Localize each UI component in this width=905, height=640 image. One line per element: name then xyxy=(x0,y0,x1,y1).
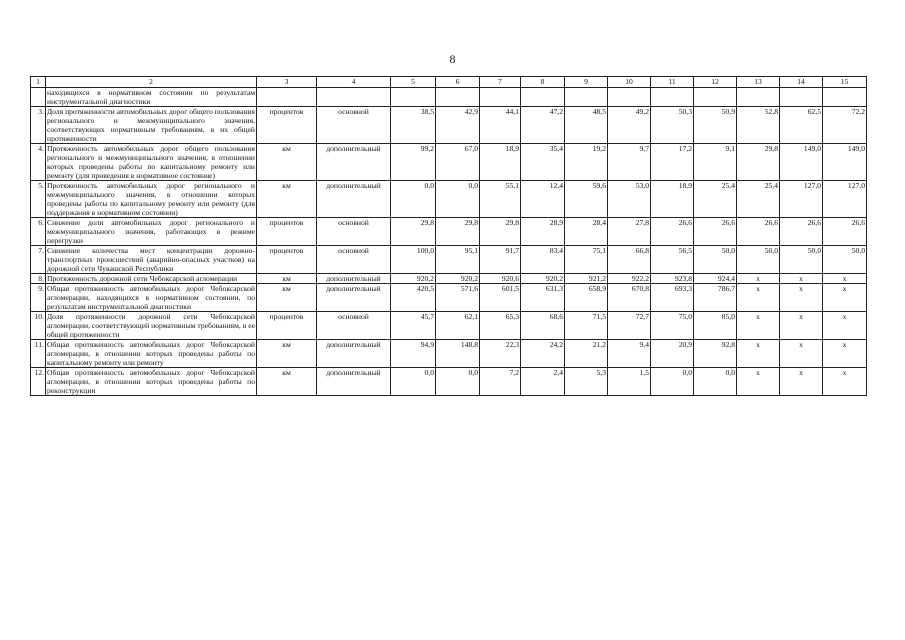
indicator-type: дополнительный xyxy=(317,340,391,368)
value-cell: 72,7 xyxy=(608,312,651,340)
value-cell: 127,0 xyxy=(780,181,823,218)
value-cell: 27,8 xyxy=(608,218,651,246)
column-header-12: 12 xyxy=(694,77,737,88)
value-cell: 35,4 xyxy=(521,144,565,181)
value-cell: 5,3 xyxy=(565,368,608,396)
row-number: 11. xyxy=(31,340,46,368)
value-cell: 670,8 xyxy=(608,284,651,312)
indicator-name: Протяженность автомобильных дорог общего пользования регионального и межмуниципального значения, в отношении которых проведены работы по капитальному ремонту или ремонту (для приведения в нормативное состояние) xyxy=(47,144,255,180)
value-cell: x xyxy=(780,340,823,368)
unit-cell: км xyxy=(257,144,317,181)
value-cell: 26,6 xyxy=(780,218,823,246)
indicator-name: Протяженность автомобильных дорог регионального и межмуниципального значения, в отношении которых проведены работы по капитальному ремонту или ремонту (для поддержания в нормативном состоянии) xyxy=(47,181,255,217)
table-row xyxy=(31,284,867,312)
value-cell: 21,2 xyxy=(565,340,608,368)
value-cell: 7,2 xyxy=(480,368,521,396)
column-header-9: 9 xyxy=(565,77,608,88)
value-cell: 25,4 xyxy=(737,181,780,218)
value-cell: 571,6 xyxy=(436,284,480,312)
row-number: 9. xyxy=(31,284,46,312)
value-cell: 420,5 xyxy=(391,284,436,312)
column-header-6: 6 xyxy=(436,77,480,88)
unit-cell: процентов xyxy=(257,107,317,144)
indicator-name: Общая протяженность автомобильных дорог Чебоксарской агломерации, находящихся в нормативном состоянии, по результатам инструментальной диагностики xyxy=(47,284,255,311)
value-cell: 26,6 xyxy=(737,218,780,246)
value-cell: 55,1 xyxy=(480,181,521,218)
row-number: 4. xyxy=(31,144,46,181)
value-cell: 85,0 xyxy=(694,312,737,340)
value-cell: 18,9 xyxy=(651,181,694,218)
page-number: 8 xyxy=(449,52,456,66)
value-cell: x xyxy=(780,312,823,340)
value-cell: 44,1 xyxy=(480,107,521,144)
value-cell: 28,9 xyxy=(521,218,565,246)
indicator-name: Общая протяженность автомобильных дорог Чебоксарской агломерации, в отношении которых проведены работы по капитальному ремонту или ремонту xyxy=(47,340,255,367)
value-cell: 48,5 xyxy=(565,107,608,144)
column-header-14: 14 xyxy=(780,77,823,88)
value-cell: 29,8 xyxy=(436,218,480,246)
value-cell: 66,8 xyxy=(608,246,651,274)
table-body xyxy=(31,77,867,396)
continuation-text: находящихся в нормативном состоянии по результатам инструментальной диагностики xyxy=(47,88,255,106)
value-cell: 56,5 xyxy=(651,246,694,274)
value-cell: 24,2 xyxy=(521,340,565,368)
value-cell: 94,9 xyxy=(391,340,436,368)
indicator-type: основной xyxy=(317,312,391,340)
value-cell: 75,1 xyxy=(565,246,608,274)
indicator-type: дополнительный xyxy=(317,284,391,312)
value-cell: 149,0 xyxy=(823,144,867,181)
value-cell: 99,2 xyxy=(391,144,436,181)
unit-cell: км xyxy=(257,274,317,284)
value-cell: 52,8 xyxy=(737,107,780,144)
table-row xyxy=(31,274,867,284)
indicator-type: дополнительный xyxy=(317,368,391,396)
value-cell: 29,8 xyxy=(391,218,436,246)
value-cell: 17,2 xyxy=(651,144,694,181)
row-number: 8. xyxy=(31,274,46,284)
value-cell: 83,4 xyxy=(521,246,565,274)
value-cell: 693,3 xyxy=(651,284,694,312)
value-cell: x xyxy=(737,340,780,368)
value-cell: 22,3 xyxy=(480,340,521,368)
value-cell: x xyxy=(823,274,867,284)
row-number: 5. xyxy=(31,181,46,218)
value-cell: 53,0 xyxy=(608,181,651,218)
value-cell: 67,0 xyxy=(436,144,480,181)
indicators-table xyxy=(30,76,867,396)
value-cell: 26,6 xyxy=(823,218,867,246)
column-header-11: 11 xyxy=(651,77,694,88)
value-cell: 0,0 xyxy=(391,181,436,218)
value-cell: x xyxy=(780,274,823,284)
value-cell: 75,0 xyxy=(651,312,694,340)
value-cell: 92,8 xyxy=(694,340,737,368)
value-cell: 68,6 xyxy=(521,312,565,340)
value-cell: 29,8 xyxy=(737,144,780,181)
value-cell: 631,3 xyxy=(521,284,565,312)
column-header-1: 1 xyxy=(31,77,46,88)
row-number: 6. xyxy=(31,218,46,246)
value-cell: 9,4 xyxy=(608,340,651,368)
indicator-name: Снижение доли автомобильных дорог регионального и межмуниципального значения, работающих в режиме перегрузки xyxy=(47,218,255,245)
value-cell: 148,8 xyxy=(436,340,480,368)
value-cell: 28,4 xyxy=(565,218,608,246)
value-cell: 786,7 xyxy=(694,284,737,312)
table-row xyxy=(31,218,867,246)
indicator-type: дополнительный xyxy=(317,144,391,181)
value-cell: 920,2 xyxy=(391,274,436,284)
value-cell: 0,0 xyxy=(651,368,694,396)
value-cell: x xyxy=(737,312,780,340)
value-cell: 601,5 xyxy=(480,284,521,312)
unit-cell: км xyxy=(257,284,317,312)
indicator-type: основной xyxy=(317,246,391,274)
row-number: 10. xyxy=(31,312,46,340)
value-cell: 1,5 xyxy=(608,368,651,396)
continuation-num-cell xyxy=(31,88,46,107)
value-cell: 50,0 xyxy=(694,246,737,274)
value-cell: 50,9 xyxy=(694,107,737,144)
column-header-5: 5 xyxy=(391,77,436,88)
indicator-name: Общая протяженность автомобильных дорог Чебоксарской агломерации, в отношении которых проведены работы по реконструкции xyxy=(47,368,255,395)
value-cell: 0,0 xyxy=(694,368,737,396)
continuation-row xyxy=(31,88,867,107)
value-cell: 100,0 xyxy=(391,246,436,274)
value-cell: 50,3 xyxy=(651,107,694,144)
value-cell: 924,4 xyxy=(694,274,737,284)
value-cell: 2,4 xyxy=(521,368,565,396)
value-cell: 920,2 xyxy=(436,274,480,284)
indicator-name: Протяженность дорожной сети Чебоксарской агломерации xyxy=(46,274,257,284)
value-cell: 38,5 xyxy=(391,107,436,144)
table-row xyxy=(31,368,867,396)
value-cell: 20,9 xyxy=(651,340,694,368)
column-header-2: 2 xyxy=(46,77,257,88)
unit-cell: процентов xyxy=(257,218,317,246)
unit-cell: км xyxy=(257,340,317,368)
table-row xyxy=(31,107,867,144)
value-cell: 9,1 xyxy=(694,144,737,181)
unit-cell: процентов xyxy=(257,312,317,340)
value-cell: 50,0 xyxy=(823,246,867,274)
value-cell: 72,2 xyxy=(823,107,867,144)
indicator-type: дополнительный xyxy=(317,181,391,218)
value-cell: 920,2 xyxy=(521,274,565,284)
row-number: 7. xyxy=(31,246,46,274)
indicator-name: Снижение количества мест концентрации дорожно-транспортных происшествий (аварийно-опасных участков) на дорожной сети Чувашской Республики xyxy=(47,246,255,273)
value-cell: x xyxy=(737,274,780,284)
indicator-type: дополнительный xyxy=(317,274,391,284)
indicator-name: Доля протяженности автомобильных дорог общего пользования регионального и межмуниципального значения, соответствующих нормативным требованиям, в их общей протяженности xyxy=(47,107,255,143)
value-cell: 12,4 xyxy=(521,181,565,218)
column-header-4: 4 xyxy=(317,77,391,88)
column-header-13: 13 xyxy=(737,77,780,88)
value-cell: 59,6 xyxy=(565,181,608,218)
value-cell: 921,2 xyxy=(565,274,608,284)
value-cell: 62,5 xyxy=(780,107,823,144)
value-cell: 26,6 xyxy=(694,218,737,246)
value-cell: 49,2 xyxy=(608,107,651,144)
value-cell: 0,0 xyxy=(436,368,480,396)
value-cell: 26,6 xyxy=(651,218,694,246)
value-cell: 25,4 xyxy=(694,181,737,218)
value-cell: x xyxy=(737,368,780,396)
row-number: 3. xyxy=(31,107,46,144)
indicator-type: основной xyxy=(317,218,391,246)
value-cell: 658,9 xyxy=(565,284,608,312)
value-cell: 127,0 xyxy=(823,181,867,218)
value-cell: 95,1 xyxy=(436,246,480,274)
value-cell: 47,2 xyxy=(521,107,565,144)
value-cell: 50,0 xyxy=(780,246,823,274)
indicator-name: Доля протяженности дорожной сети Чебоксарской агломерации, соответствующей нормативным требованиям, в ее общей протяженности xyxy=(47,312,255,339)
column-header-8: 8 xyxy=(521,77,565,88)
value-cell: x xyxy=(780,368,823,396)
table-row xyxy=(31,246,867,274)
value-cell: 71,5 xyxy=(565,312,608,340)
column-header-7: 7 xyxy=(480,77,521,88)
table-row xyxy=(31,144,867,181)
value-cell: 29,8 xyxy=(480,218,521,246)
column-header-10: 10 xyxy=(608,77,651,88)
unit-cell: км xyxy=(257,181,317,218)
value-cell: 18,9 xyxy=(480,144,521,181)
value-cell: x xyxy=(823,340,867,368)
indicator-type: основной xyxy=(317,107,391,144)
value-cell: 923,8 xyxy=(651,274,694,284)
value-cell: x xyxy=(737,284,780,312)
value-cell: x xyxy=(780,284,823,312)
row-number: 12. xyxy=(31,368,46,396)
value-cell: 9,7 xyxy=(608,144,651,181)
value-cell: 19,2 xyxy=(565,144,608,181)
table-row xyxy=(31,181,867,218)
value-cell: x xyxy=(823,312,867,340)
value-cell: x xyxy=(823,284,867,312)
value-cell: 62,1 xyxy=(436,312,480,340)
value-cell: 0,0 xyxy=(436,181,480,218)
column-header-15: 15 xyxy=(823,77,867,88)
unit-cell: км xyxy=(257,368,317,396)
table-row xyxy=(31,312,867,340)
column-number-row xyxy=(31,77,867,88)
value-cell: 45,7 xyxy=(391,312,436,340)
value-cell: 50,0 xyxy=(737,246,780,274)
column-header-3: 3 xyxy=(257,77,317,88)
value-cell: 149,0 xyxy=(780,144,823,181)
unit-cell: процентов xyxy=(257,246,317,274)
value-cell: 65,3 xyxy=(480,312,521,340)
value-cell: 42,9 xyxy=(436,107,480,144)
value-cell: 920,6 xyxy=(480,274,521,284)
value-cell: 91,7 xyxy=(480,246,521,274)
value-cell: 0,0 xyxy=(391,368,436,396)
table-row xyxy=(31,340,867,368)
value-cell: 922,2 xyxy=(608,274,651,284)
value-cell: x xyxy=(823,368,867,396)
